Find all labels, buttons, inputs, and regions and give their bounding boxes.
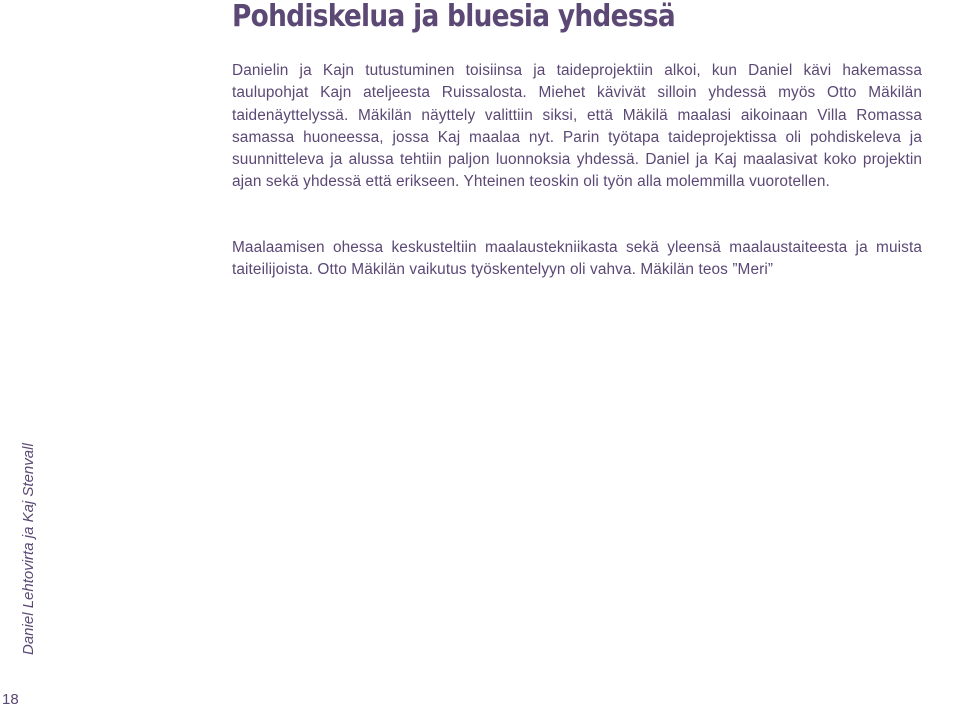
side-author-text: Daniel Lehtovirta ja Kaj Stenvall xyxy=(20,443,37,655)
page-number: 18 xyxy=(2,691,19,708)
paragraph-2: Maalaamisen ohessa keskusteltiin maalaustekniikasta sekä yleensä maalaustaiteesta ja muista taiteilijoista. Otto Mäkilän vaikutus työskentelyyn oli vahva. Mäkilän teos ”Meri” xyxy=(232,239,922,279)
page-title: Pohdiskelua ja bluesia yhdessä xyxy=(232,0,675,34)
side-author-label xyxy=(0,0,37,711)
paragraph-1: Danielin ja Kajn tutustuminen toisiinsa ja taideprojektiin alkoi, kun Daniel kävi hakemassa taulupohjat Kajn ateljeesta Ruissalosta. Miehet kävivät silloin yhdessä myös Otto Mäkilän taidenäyttelyssä. Mäkilän näyttely valittiin siksi, että Mäkilä maalasi aikoinaan Villa Romassa samassa huoneessa, jossa Kaj maalaa nyt. Parin työtapa taideprojektissa oli pohdiskeleva ja suunnitteleva ja alussa tehtiin paljon luonnoksia yhdessä. Daniel ja Kaj maalasivat koko projektin ajan sekä yhdessä että erikseen. Yhteinen teoskin oli työn alla molemmilla vuorotellen. xyxy=(232,62,922,191)
